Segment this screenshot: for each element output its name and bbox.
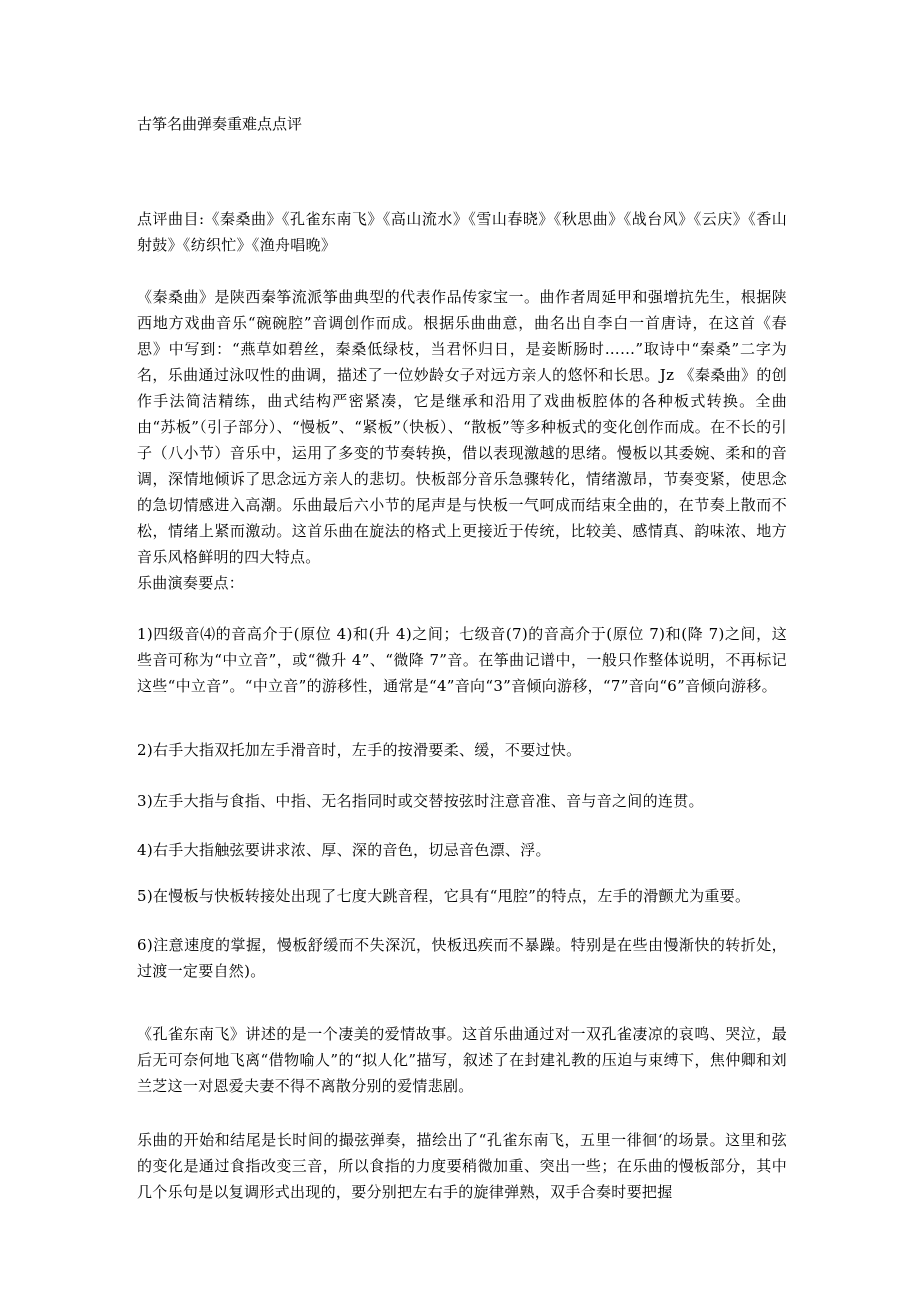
repertoire-list: 点评曲目:《秦桑曲》《孔雀东南飞》《高山流水》《雪山春晓》《秋思曲》《战台风》《云庆》《香山射鼓》《纺织忙》《渔舟唱晚》 — [137, 210, 787, 254]
point-4-paragraph: 4)右手大指触弦要讲求浓、厚、深的音色，切忌音色漂、浮。 — [137, 841, 551, 859]
qinsang-intro-paragraph: 《秦桑曲》是陕西秦筝流派筝曲典型的代表作品传家宝一。曲作者周延甲和强增抗先生，根据陕西地方戏曲音乐“碗碗腔”音调创作而成。根据乐曲曲意，曲名出自李白一首唐诗，在这首《春思》中写到：“燕草如碧丝，秦桑低绿枝，当君怀归日，是妾断肠时……”取诗中“秦桑”二字为名，乐曲通过泳叹性的曲调，描述了一位妙龄女子对远方亲人的悠怀和长思。Jz 《秦桑曲》的创作手法简洁精练，曲式结构严密紧凑，它是继承和沿用了戏曲板腔体的各种板式转换。全曲由“苏板”（引子部分）、“慢板”、“紧板”（快板）、“散板”等多种板式的变化创作而成。在不长的引子（八小节）音乐中，运用了多变的节奏转换，借以表现激越的思绪。慢板以其委婉、柔和的音调，深情地倾诉了思念远方亲人的悲切。快板部分音乐急骤转化，情绪激昂，节奏变紧，使思念的急切情感进入高潮。乐曲最后六小节的尾声是与快板一气呵成而结束全曲的，在节奏上散而不松，情绪上紧而激动。这首乐曲在旋法的格式上更接近于传统，比较美、感情真、韵味浓、地方音乐风格鲜明的四大特点。 — [137, 288, 787, 566]
point-2-paragraph: 2)右手大指双托加左手滑音时，左手的按滑要柔、缓，不要过快。 — [137, 741, 582, 759]
peacock-performance-paragraph: 乐曲的开始和结尾是长时间的撮弦弹奏，描绘出了“孔雀东南飞，五里一徘徊‘的场景。这里和弦的变化是通过食指改变三音，所以食指的力度要稍微加重、突出一些；在乐曲的慢板部分，其中几个乐句是以复调形式出现的，要分别把左右手的旋律弹熟，双手合奏时要把握 — [137, 1131, 787, 1201]
document-title: 古筝名曲弹奏重难点点评 — [137, 115, 303, 133]
point-6-paragraph: 6)注意速度的掌握，慢板舒缓而不失深沉，快板迅疾而不暴躁。特别是在些由慢渐快的转折处，过渡一定要自然)。 — [137, 936, 787, 980]
point-3-paragraph: 3)左手大指与食指、中指、无名指同时或交替按弦时注意音准、音与音之间的连贯。 — [137, 792, 704, 810]
performance-points-heading: 乐曲演奏要点： — [137, 574, 245, 592]
point-1-paragraph: 1)四级音⑷的音高介于(原位 4)和(升 4)之间；七级音(7)的音高介于(原位 7)和(降 7)之间，这些音可称为“中立音”，或“微升 4”、“微降 7”音。在筝曲记谱中，一般只作整体说明，不再标记这些“中立音”。“中立音”的游移性，通常是“4”音向“3”音倾向游移，“7”音向“6”音倾向游移。 — [137, 625, 787, 695]
point-5-paragraph: 5)在慢板与快板转接处出现了七度大跳音程，它具有“甩腔”的特点，左手的滑颤尤为重要。 — [137, 887, 751, 905]
peacock-intro-paragraph: 《孔雀东南飞》讲述的是一个凄美的爱情故事。这首乐曲通过对一双孔雀凄凉的哀鸣、哭泣，最后无可奈何地飞离“借物喻人”的“拟人化”描写，叙述了在封建礼教的压迫与束缚下，焦仲卿和刘兰芝这一对恩爱夫妻不得不离散分别的爱情悲剧。 — [137, 1025, 787, 1095]
